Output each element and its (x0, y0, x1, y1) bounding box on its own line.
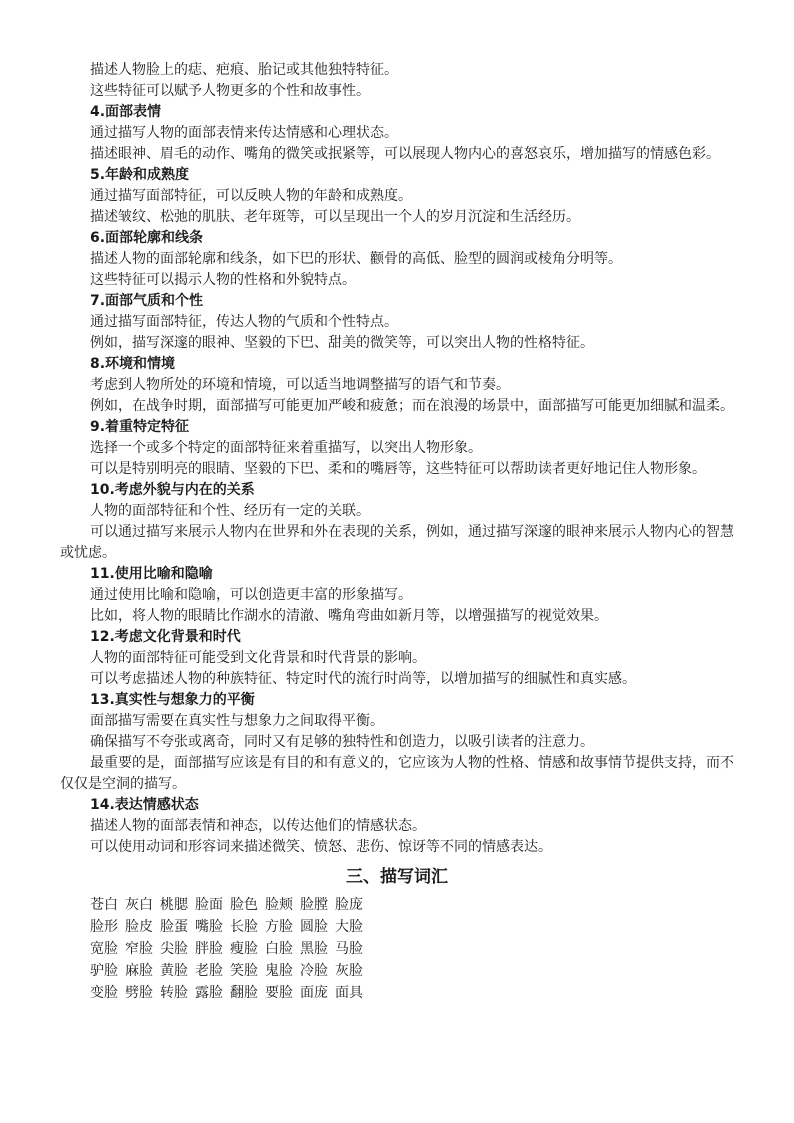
paragraph: 例如，描写深邃的眼神、坚毅的下巴、甜美的微笑等，可以突出人物的性格特征。 (90, 335, 594, 351)
section-heading: 4.面部表情 (90, 104, 162, 120)
section-block (60, 417, 734, 480)
paragraph: 例如，在战争时期，面部描写可能更加严峻和疲惫；而在浪漫的场景中，面部描写可能更加细腻和温柔。 (90, 398, 734, 414)
paragraph: 确保描写不夸张或离奇，同时又有足够的独特性和创造力，以吸引读者的注意力。 (90, 734, 594, 750)
paragraph: 可以使用动词和形容词来描述微笑、愤怒、悲伤、惊讶等不同的情感表达。 (90, 839, 552, 855)
paragraph: 描述人物脸上的痣、疤痕、胎记或其他独特特征。 (90, 62, 398, 78)
section-block (60, 228, 734, 291)
vocab-word: 嘴脸 (195, 919, 223, 935)
vocab-word: 冷脸 (300, 963, 328, 979)
paragraph: 通过描写面部特征，可以反映人物的年龄和成熟度。 (90, 188, 412, 204)
vocab-word: 大脸 (335, 919, 363, 935)
paragraph: 选择一个或多个特定的面部特征来着重描写，以突出人物形象。 (90, 440, 482, 456)
vocab-row (90, 916, 734, 938)
section-heading: 13.真实性与想象力的平衡 (90, 692, 255, 708)
section-block (60, 480, 734, 564)
vocab-row (90, 982, 734, 1004)
vocab-word: 灰白 (125, 897, 153, 913)
section-heading: 12.考虑文化背景和时代 (90, 629, 241, 645)
paragraph: 可以是特别明亮的眼睛、坚毅的下巴、柔和的嘴唇等，这些特征可以帮助读者更好地记住人物形象。 (90, 461, 706, 477)
vocab-word: 长脸 (230, 919, 258, 935)
section-heading: 14.表达情感状态 (90, 797, 199, 813)
vocab-word: 驴脸 (90, 963, 118, 979)
section-block (60, 564, 734, 627)
vocab-word: 宽脸 (90, 941, 118, 957)
vocab-word: 瘦脸 (230, 941, 258, 957)
paragraph: 考虑到人物所处的环境和情境，可以适当地调整描写的语气和节奏。 (90, 377, 510, 393)
vocab-row (90, 894, 734, 916)
vocab-word: 黑脸 (300, 941, 328, 957)
section-block (60, 690, 734, 795)
intro-block (60, 60, 734, 102)
vocab-word: 面具 (335, 985, 363, 1001)
vocab-word: 麻脸 (125, 963, 153, 979)
paragraph: 通过使用比喻和隐喻，可以创造更丰富的形象描写。 (90, 587, 412, 603)
vocab-word: 黄脸 (160, 963, 188, 979)
section-heading: 8.环境和情境 (90, 356, 176, 372)
section-heading: 5.年龄和成熟度 (90, 167, 190, 183)
vocab-word: 窄脸 (125, 941, 153, 957)
vocab-word: 脸面 (195, 897, 223, 913)
paragraph: 描述人物的面部轮廓和线条，如下巴的形状、颧骨的高低、脸型的圆润或棱角分明等。 (90, 251, 622, 267)
paragraph: 最重要的是，面部描写应该是有目的和有意义的，它应该为人物的性格、情感和故事情节提供支持，而不仅仅是空洞的描写。 (60, 755, 734, 792)
vocab-word: 变脸 (90, 985, 118, 1001)
paragraph: 描述眼神、眉毛的动作、嘴角的微笑或抿紧等，可以展现人物内心的喜怒哀乐，增加描写的情感色彩。 (90, 146, 720, 162)
vocab-word: 脸颊 (265, 897, 293, 913)
vocab-section-title: 三、描写词汇 (346, 867, 448, 887)
vocab-word: 苍白 (90, 897, 118, 913)
vocab-word: 翻脸 (230, 985, 258, 1001)
paragraph: 描述皱纹、松弛的肌肤、老年斑等，可以呈现出一个人的岁月沉淀和生活经历。 (90, 209, 580, 225)
vocab-word: 白脸 (265, 941, 293, 957)
vocab-word: 脸色 (230, 897, 258, 913)
vocab-row (90, 938, 734, 960)
vocab-row (90, 960, 734, 982)
section-block (60, 354, 734, 417)
paragraph: 描述人物的面部表情和神态，以传达他们的情感状态。 (90, 818, 426, 834)
section-heading: 11.使用比喻和隐喻 (90, 566, 213, 582)
vocab-word: 脸蛋 (160, 919, 188, 935)
vocab-word: 老脸 (195, 963, 223, 979)
vocab-word: 脸形 (90, 919, 118, 935)
section-block (60, 165, 734, 228)
paragraph: 这些特征可以揭示人物的性格和外貌特点。 (90, 272, 356, 288)
vocab-word: 胖脸 (195, 941, 223, 957)
vocab-word: 方脸 (265, 919, 293, 935)
section-heading: 7.面部气质和个性 (90, 293, 204, 309)
vocab-word: 脸膛 (300, 897, 328, 913)
paragraph: 人物的面部特征和个性、经历有一定的关联。 (90, 503, 370, 519)
paragraph: 面部描写需要在真实性与想象力之间取得平衡。 (90, 713, 384, 729)
vocab-word: 露脸 (195, 985, 223, 1001)
vocab-word: 要脸 (265, 985, 293, 1001)
vocab-word: 劈脸 (125, 985, 153, 1001)
section-heading: 6.面部轮廓和线条 (90, 230, 204, 246)
vocab-word: 马脸 (335, 941, 363, 957)
paragraph: 可以考虑描述人物的种族特征、特定时代的流行时尚等，以增加描写的细腻性和真实感。 (90, 671, 636, 687)
paragraph: 这些特征可以赋予人物更多的个性和故事性。 (90, 83, 370, 99)
vocab-list (60, 894, 734, 1004)
vocab-word: 鬼脸 (265, 963, 293, 979)
paragraph: 人物的面部特征可能受到文化背景和时代背景的影响。 (90, 650, 426, 666)
paragraph: 通过描写人物的面部表情来传达情感和心理状态。 (90, 125, 398, 141)
section-block (60, 795, 734, 858)
vocab-word: 桃腮 (160, 897, 188, 913)
vocab-word: 灰脸 (335, 963, 363, 979)
paragraph: 通过描写面部特征，传达人物的气质和个性特点。 (90, 314, 398, 330)
vocab-word: 转脸 (160, 985, 188, 1001)
section-heading: 10.考虑外貌与内在的关系 (90, 482, 255, 498)
vocab-word: 脸庞 (335, 897, 363, 913)
vocab-word: 尖脸 (160, 941, 188, 957)
section-block (60, 627, 734, 690)
section-block (60, 102, 734, 165)
sections-container (60, 102, 734, 858)
vocab-word: 笑脸 (230, 963, 258, 979)
vocab-word: 脸皮 (125, 919, 153, 935)
paragraph: 比如，将人物的眼睛比作湖水的清澈、嘴角弯曲如新月等，以增强描写的视觉效果。 (90, 608, 608, 624)
paragraph: 可以通过描写来展示人物内在世界和外在表现的关系，例如，通过描写深邃的眼神来展示人物内心的智慧或忧虑。 (60, 524, 734, 561)
vocab-word: 圆脸 (300, 919, 328, 935)
section-heading: 9.着重特定特征 (90, 419, 190, 435)
vocab-word: 面庞 (300, 985, 328, 1001)
section-block (60, 291, 734, 354)
